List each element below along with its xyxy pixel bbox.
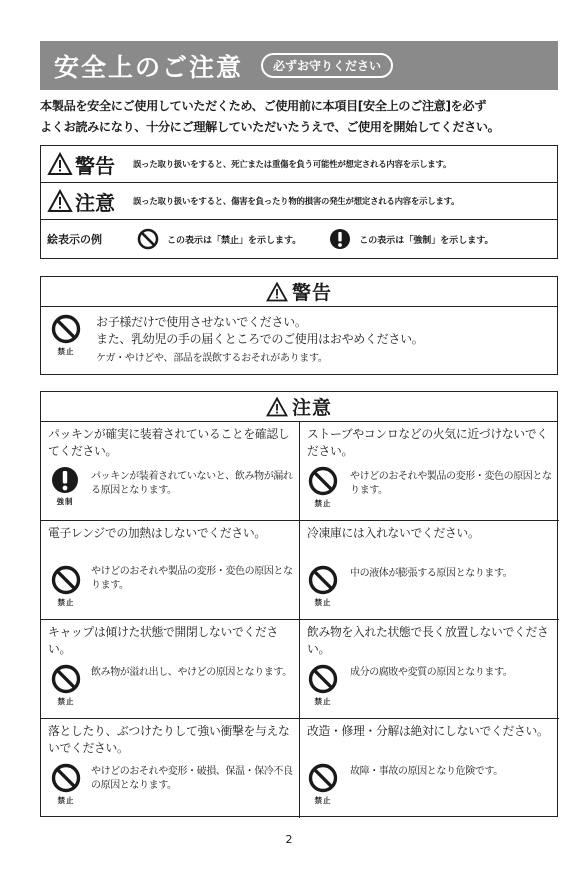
caution-item-head: パッキンが確実に装着されていることを確認してください。 (48, 427, 290, 458)
caution-item-symbol (51, 763, 81, 806)
warning-line-1: お子様だけで使用させないでください。 (96, 315, 307, 329)
intro-text (40, 96, 562, 138)
caution-item (41, 719, 300, 818)
caution-item-note: 飲み物が溢れ出し、やけどの原因となります。 (91, 667, 292, 678)
title-bar (40, 41, 558, 90)
caution-item (300, 719, 559, 818)
legend-caution-row (41, 183, 557, 220)
warning-line-2: また、乳幼児の手の届くところでのご使用はおやめください。 (96, 332, 424, 346)
caution-item-head: 改造・修理・分解は絶対にしないでください。 (307, 724, 549, 738)
legend-prohibit-desc: この表示は「禁止」を示します。 (167, 235, 302, 246)
caution-item-head: 飲み物を入れた状態で長く放置しないでください。 (307, 625, 549, 656)
caution-item-note: やけどのおそれや変形・破損、保温・保冷不良の原因となります。 (91, 766, 293, 791)
intro-line-2: よくお読みになり、十分にご理解していただいたうえで、ご使用を開始してください。 (40, 120, 500, 134)
caution-box (40, 391, 558, 817)
prohibit-icon (51, 763, 81, 793)
mandatory-icon (51, 466, 79, 494)
legend-mandatory-desc: この表示は「強制」を示します。 (359, 235, 494, 246)
warning-box-body (41, 307, 557, 373)
caution-item (41, 620, 300, 719)
prohibit-icon (308, 664, 338, 694)
caution-box-header (41, 392, 557, 422)
caution-item-head: 落としたり、ぶつけたりして強い衝撃を与えないでください。 (48, 724, 290, 755)
warning-text (96, 314, 423, 348)
warning-triangle-icon (266, 282, 288, 302)
warning-box-title: 警告 (291, 282, 332, 304)
symbol-label: 強制 (56, 497, 74, 506)
legend-mandatory-example (329, 228, 493, 250)
prohibit-icon (137, 228, 159, 250)
prohibit-icon (51, 314, 81, 344)
symbol-label: 禁止 (314, 499, 332, 508)
symbol-label: 禁止 (57, 598, 75, 607)
caution-item (300, 422, 559, 521)
warning-note: ケガ・やけどや、部品を誤飲するおそれがあります。 (96, 353, 328, 364)
caution-item-symbol (308, 565, 338, 608)
caution-box-title: 注意 (291, 397, 332, 419)
warning-triangle-icon (47, 152, 73, 176)
caution-grid (41, 422, 557, 818)
caution-item-symbol (51, 466, 79, 507)
caution-item-head: 冷凍庫には入れないでください。 (307, 526, 480, 540)
symbol-label: 禁止 (314, 796, 332, 805)
caution-item-head: 電子レンジでの加熱はしないでください。 (48, 526, 266, 540)
prohibit-icon (308, 565, 338, 595)
page-number: 2 (285, 833, 293, 846)
legend-caution-label: 注意 (75, 190, 115, 215)
caution-item-note: 中の液体が膨張する原因となります。 (350, 568, 513, 579)
prohibit-icon (51, 565, 81, 595)
caution-item-note: 故障・事故の原因となり危険です。 (350, 766, 503, 777)
caution-item (300, 620, 559, 719)
symbol-label: 禁止 (314, 697, 332, 706)
warning-box (40, 276, 558, 375)
legend-caution-desc: 誤った取り扱いをすると、傷害を負ったり物的損害の発生が想定される内容を示します。 (133, 196, 460, 206)
caution-item (41, 422, 300, 521)
title-badge: 必ずお守りください (261, 53, 393, 78)
caution-item-note: パッキンが装着されていないと、飲み物が漏れる原因となります。 (91, 471, 293, 496)
mandatory-icon (329, 228, 351, 250)
warning-triangle-icon (266, 397, 288, 417)
symbol-label: 禁止 (314, 598, 332, 607)
prohibit-icon (308, 466, 338, 496)
symbol-label: 禁止 (57, 347, 75, 356)
caution-item-symbol (308, 664, 338, 707)
page-title: 安全上のご注意 (54, 52, 244, 82)
caution-item-note: 成分の腐敗や変質の原因となります。 (350, 667, 513, 678)
prohibit-icon (51, 664, 81, 694)
legend-warning-row (41, 146, 557, 183)
caution-item-note: やけどのおそれや製品の変形・変色の原因となります。 (91, 566, 293, 591)
intro-line-1: 本製品を安全にご使用していただくため、ご使用前に本項目[安全上のご注意]を必ず (40, 99, 486, 113)
warning-box-header (41, 277, 557, 307)
caution-item-head: キャップは傾けた状態で開閉しないでください。 (48, 625, 278, 656)
caution-item-head: ストーブやコンロなどの火気に近づけないでください。 (307, 427, 548, 458)
caution-item-symbol (308, 763, 338, 806)
legend-prohibit-example (137, 228, 301, 250)
caution-item-symbol (51, 664, 81, 707)
caution-item (300, 521, 559, 620)
warning-triangle-icon (47, 189, 73, 213)
symbol-label: 禁止 (57, 697, 75, 706)
legend-warning-desc: 誤った取り扱いをすると、死亡または重傷を負う可能性が想定される内容を示します。 (133, 159, 452, 169)
caution-item (41, 521, 300, 620)
legend-warning-label: 警告 (75, 153, 115, 178)
caution-item-symbol (308, 466, 338, 509)
legend-example-title: 絵表示の例 (47, 233, 102, 246)
warning-symbol (51, 314, 81, 357)
symbol-label: 禁止 (57, 796, 75, 805)
caution-item-symbol (51, 565, 81, 608)
prohibit-icon (308, 763, 338, 793)
legend-example-row (41, 220, 557, 258)
legend-table (40, 145, 558, 259)
caution-item-note: やけどのおそれや製品の変形・変色の原因となります。 (350, 471, 552, 496)
